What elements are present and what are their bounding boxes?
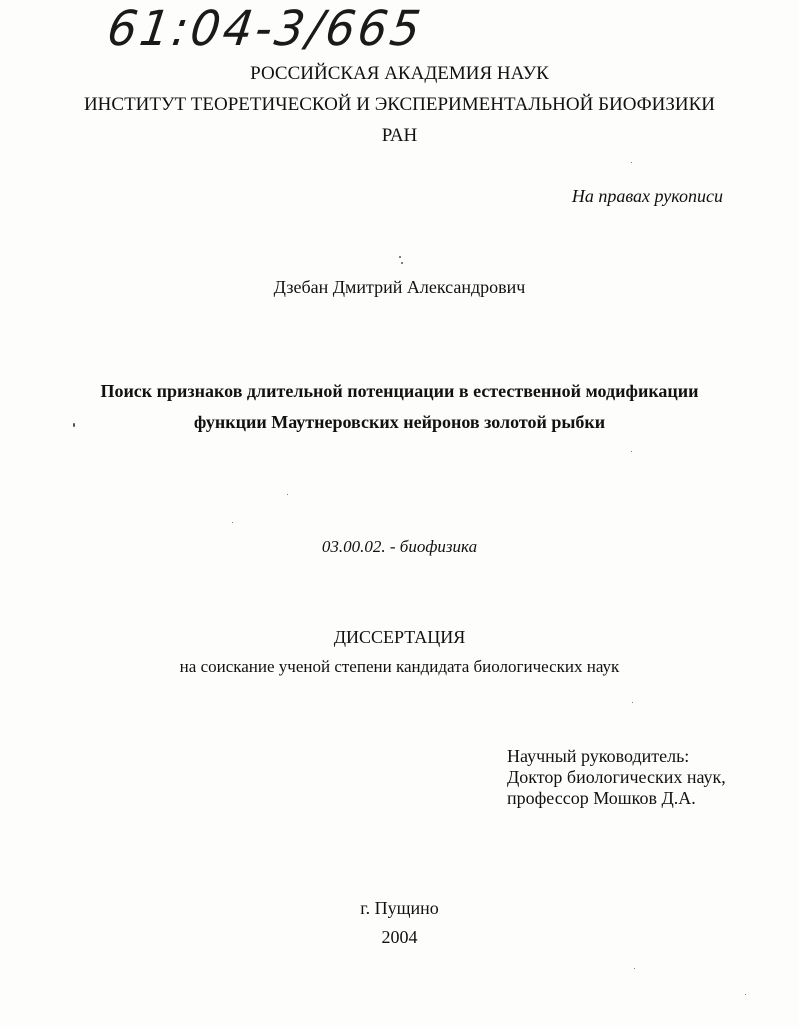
advisor-label: Научный руководитель: (507, 746, 690, 766)
manuscript-rights-note: На правах рукописи (571, 186, 723, 206)
document-type: ДИССЕРТАЦИЯ (333, 627, 466, 647)
scan-speck (287, 494, 288, 495)
advisor-name: профессор Мошков Д.А. (507, 788, 696, 808)
dissertation-title-line-1: Поиск признаков длительной потенциации в естественной модификации (100, 381, 699, 401)
dissertation-title-line-2: функции Маутнеровских нейронов золотой рыбки (193, 412, 606, 432)
specialty-code: 03.00.02. - биофизика (321, 537, 478, 556)
scan-speck (401, 262, 403, 264)
archive-stamp-number: 61:04-3/665 (104, 0, 427, 57)
institute-name: ИНСТИТУТ ТЕОРЕТИЧЕСКОЙ И ЭКСПЕРИМЕНТАЛЬНОЙ БИОФИЗИКИ (83, 94, 716, 115)
scan-speck (631, 451, 632, 452)
scan-speck (632, 702, 633, 703)
year: 2004 (381, 927, 418, 947)
author-name: Дзебан Дмитрий Александрович (273, 277, 526, 297)
city: г. Пущино (360, 898, 439, 918)
scan-speck (745, 994, 746, 995)
scan-speck (73, 423, 75, 427)
advisor-degree: Доктор биологических наук, (507, 767, 726, 787)
scan-speck (399, 256, 401, 258)
scan-speck (634, 968, 635, 969)
academy-name: РОССИЙСКАЯ АКАДЕМИЯ НАУК (250, 63, 549, 84)
institute-abbreviation: РАН (381, 125, 418, 146)
scan-speck (232, 522, 233, 523)
scan-speck (631, 162, 632, 163)
degree-statement: на соискание ученой степени кандидата биологических наук (179, 657, 620, 676)
